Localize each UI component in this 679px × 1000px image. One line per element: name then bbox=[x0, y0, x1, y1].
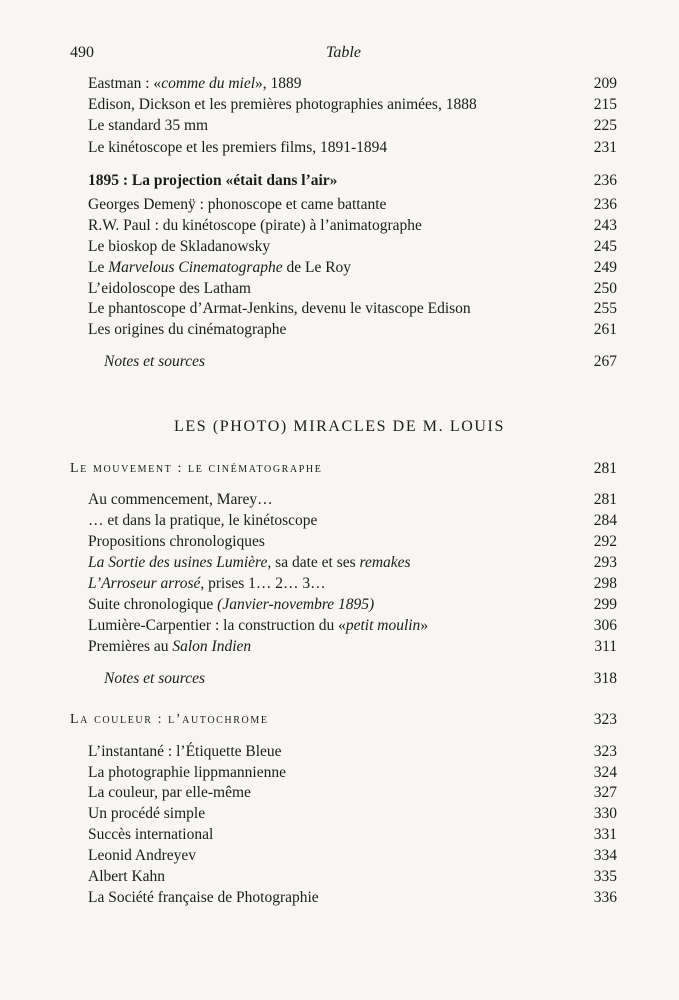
entry-title bbox=[88, 510, 317, 532]
title-segment: La Société française de Photographie bbox=[88, 889, 319, 906]
title-segment: Le phantoscope d’Armat-Jenkins, devenu le vitascope Edison bbox=[88, 300, 471, 317]
page-number: 490 bbox=[70, 44, 94, 61]
toc-entry bbox=[0, 887, 679, 909]
title-segment: La Sortie des usines Lumière bbox=[88, 554, 268, 571]
entry-title bbox=[88, 236, 270, 258]
toc-entry bbox=[0, 782, 679, 804]
entry-page-number: 335 bbox=[593, 868, 617, 885]
entry-title bbox=[88, 552, 411, 574]
toc-entry bbox=[0, 319, 679, 341]
entry-page-number: 311 bbox=[594, 638, 617, 655]
title-segment: (Janvier-novembre 1895) bbox=[217, 596, 375, 613]
toc-entry bbox=[0, 194, 679, 216]
entry-page-number: 284 bbox=[593, 512, 617, 529]
title-segment: Salon Indien bbox=[172, 638, 252, 655]
entry-page-number: 209 bbox=[593, 75, 617, 92]
title-segment: comme du miel bbox=[161, 75, 256, 92]
toc-entry bbox=[0, 236, 679, 258]
entry-page-number: 250 bbox=[593, 280, 617, 297]
toc-entry bbox=[0, 137, 679, 159]
entry-page-number: 215 bbox=[593, 96, 617, 113]
entry-page-number: 324 bbox=[593, 764, 617, 781]
entry-page-number: 292 bbox=[593, 533, 617, 550]
entry-page-number: 306 bbox=[593, 617, 617, 634]
title-segment: , sa date et ses bbox=[267, 554, 360, 571]
entry-page-number: 225 bbox=[593, 117, 617, 134]
running-title: Table bbox=[326, 44, 361, 61]
entry-page-number: 281 bbox=[593, 491, 617, 508]
title-segment: », 1889 bbox=[255, 75, 302, 92]
entry-title bbox=[88, 594, 374, 616]
entry-page-number: 281 bbox=[593, 460, 617, 477]
title-segment: La couleur, par elle-même bbox=[88, 784, 251, 801]
title-segment: de Le Roy bbox=[282, 259, 352, 276]
entry-title bbox=[88, 866, 165, 888]
entry-title bbox=[88, 573, 326, 595]
entry-page-number: 323 bbox=[593, 743, 617, 760]
entry-page-number: 267 bbox=[593, 353, 617, 370]
section-heading bbox=[0, 170, 679, 192]
entry-title bbox=[88, 115, 208, 137]
entry-page-number: 236 bbox=[593, 172, 617, 189]
title-segment: Un procédé simple bbox=[88, 805, 206, 822]
entry-title bbox=[88, 215, 422, 237]
toc-entry bbox=[0, 552, 679, 574]
entry-title bbox=[104, 668, 205, 690]
entry-page-number: 293 bbox=[593, 554, 617, 571]
title-segment: Lumière-Carpentier : la construction du « bbox=[88, 617, 346, 634]
title-segment: Les origines du cinématographe bbox=[88, 321, 287, 338]
title-segment: L’instantané : l’Étiquette Bleue bbox=[88, 743, 282, 760]
title-segment: Georges Demenÿ : phonoscope et came battante bbox=[88, 196, 387, 213]
title-segment: Le standard 35 mm bbox=[88, 117, 209, 134]
toc-entry bbox=[0, 824, 679, 846]
title-segment: Succès international bbox=[88, 826, 214, 843]
title-segment: Leonid Andreyev bbox=[88, 847, 197, 864]
entry-page-number: 231 bbox=[593, 139, 617, 156]
title-segment: Le kinétoscope et les premiers films, 1891-1894 bbox=[88, 139, 388, 156]
toc-entry bbox=[0, 278, 679, 300]
title-segment: 1895 : La projection «était dans l’air» bbox=[88, 172, 338, 189]
notes-entry bbox=[0, 351, 679, 373]
toc-entry bbox=[0, 94, 679, 116]
title-segment: remakes bbox=[359, 554, 411, 571]
entry-title bbox=[88, 762, 286, 784]
entry-title bbox=[88, 782, 251, 804]
title-segment: La couleur : l’autochrome bbox=[70, 712, 269, 727]
title-segment: » bbox=[420, 617, 429, 634]
toc-entry bbox=[0, 615, 679, 637]
entry-page-number: 299 bbox=[593, 596, 617, 613]
entry-page-number: 245 bbox=[593, 238, 617, 255]
toc-entry bbox=[0, 489, 679, 511]
entry-page-number: 334 bbox=[593, 847, 617, 864]
title-segment: petit moulin bbox=[345, 617, 421, 634]
title-segment: Propositions chronologiques bbox=[88, 533, 265, 550]
title-segment: … et dans la pratique, le kinétoscope bbox=[88, 512, 318, 529]
title-segment: L’eidoloscope des Latham bbox=[88, 280, 251, 297]
title-segment: Le bioskop de Skladanowsky bbox=[88, 238, 271, 255]
title-segment: Marvelous Cinematographe bbox=[108, 259, 283, 276]
entry-title bbox=[88, 803, 205, 825]
toc-entry bbox=[0, 594, 679, 616]
entry-page-number: 249 bbox=[593, 259, 617, 276]
toc-entry bbox=[0, 215, 679, 237]
toc-entry bbox=[0, 866, 679, 888]
entry-title bbox=[88, 170, 337, 192]
entry-title bbox=[88, 531, 265, 553]
title-segment: Notes et sources bbox=[104, 670, 206, 687]
toc-entry bbox=[0, 636, 679, 658]
title-segment: , prises 1… 2… 3… bbox=[200, 575, 326, 592]
entry-title bbox=[88, 636, 251, 658]
entry-page-number: 255 bbox=[593, 300, 617, 317]
entry-page-number: 261 bbox=[593, 321, 617, 338]
notes-entry bbox=[0, 668, 679, 690]
part-title: LES (PHOTO) MIRACLES DE M. LOUIS bbox=[174, 418, 505, 435]
toc-entry bbox=[0, 762, 679, 784]
entry-page-number: 323 bbox=[593, 711, 617, 728]
chapter-heading bbox=[0, 458, 679, 480]
entry-title bbox=[88, 278, 251, 300]
title-segment: Albert Kahn bbox=[88, 868, 166, 885]
entry-title bbox=[88, 73, 302, 95]
entry-title bbox=[88, 257, 351, 279]
title-segment: L’Arroseur arrosé bbox=[88, 575, 201, 592]
toc-entry bbox=[0, 257, 679, 279]
entry-page-number: 336 bbox=[593, 889, 617, 906]
title-segment: Le bbox=[88, 259, 109, 276]
entry-title bbox=[104, 351, 205, 373]
entry-title bbox=[88, 824, 213, 846]
toc-entry bbox=[0, 803, 679, 825]
entry-title bbox=[88, 741, 282, 763]
title-segment: R.W. Paul : du kinétoscope (pirate) à l’animatographe bbox=[88, 217, 422, 234]
title-segment: Notes et sources bbox=[104, 353, 206, 370]
entry-title bbox=[88, 94, 477, 116]
entry-title bbox=[88, 615, 428, 637]
entry-page-number: 318 bbox=[593, 670, 617, 687]
toc-entry bbox=[0, 741, 679, 763]
title-segment: Edison, Dickson et les premières photographies animées, 1888 bbox=[88, 96, 477, 113]
title-segment: Eastman : « bbox=[88, 75, 162, 92]
title-segment: La photographie lippmannienne bbox=[88, 764, 286, 781]
entry-title bbox=[88, 194, 386, 216]
title-segment: Au commencement, Marey… bbox=[88, 491, 273, 508]
entry-page-number: 236 bbox=[593, 196, 617, 213]
entry-page-number: 243 bbox=[593, 217, 617, 234]
toc-entry bbox=[0, 115, 679, 137]
toc-entry bbox=[0, 510, 679, 532]
entry-title bbox=[88, 845, 196, 867]
entry-page-number: 330 bbox=[593, 805, 617, 822]
title-segment: Premières au bbox=[88, 638, 173, 655]
entry-page-number: 331 bbox=[593, 826, 617, 843]
entry-page-number: 327 bbox=[593, 784, 617, 801]
toc-entry bbox=[0, 573, 679, 595]
entry-title bbox=[88, 489, 273, 511]
entry-title bbox=[88, 319, 286, 341]
toc-entry bbox=[0, 531, 679, 553]
entry-title bbox=[70, 458, 322, 480]
entry-title bbox=[88, 137, 387, 159]
entry-title bbox=[70, 709, 269, 731]
title-segment: Le mouvement : le cinématographe bbox=[70, 461, 323, 476]
title-segment: Suite chronologique bbox=[88, 596, 218, 613]
toc-entry bbox=[0, 298, 679, 320]
toc-entry bbox=[0, 845, 679, 867]
entry-title bbox=[88, 298, 471, 320]
entry-title bbox=[88, 887, 319, 909]
toc-entry bbox=[0, 73, 679, 95]
entry-page-number: 298 bbox=[593, 575, 617, 592]
chapter-heading bbox=[0, 709, 679, 731]
